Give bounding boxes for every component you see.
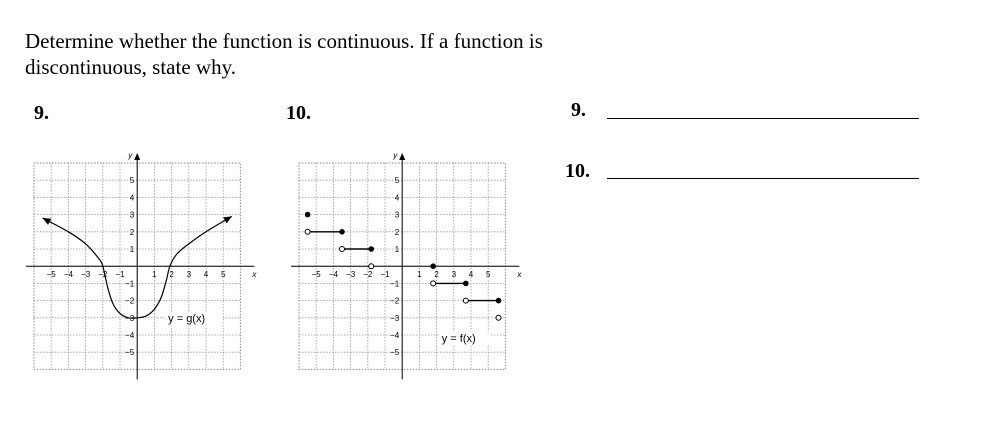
x-tick-label: −5: [46, 270, 56, 280]
f-closed-point: [305, 212, 311, 218]
y-tick-label: −1: [390, 279, 400, 289]
x-tick-label: 3: [451, 270, 457, 280]
problem-10-label: 10.: [286, 102, 311, 124]
x-tick-label: 3: [186, 270, 192, 280]
answer-10-blank[interactable]: [607, 178, 919, 179]
x-tick-label: −5: [311, 270, 321, 280]
y-tick-label: −3: [125, 313, 135, 323]
y-tick-label: 4: [394, 193, 400, 203]
x-tick-label: 5: [485, 270, 491, 280]
f-closed-point: [496, 298, 502, 304]
x-tick-label: 1: [417, 270, 422, 280]
x-tick-label: −2: [98, 270, 108, 280]
y-tick-label: −5: [390, 348, 400, 358]
x-tick-label: −1: [115, 270, 125, 280]
y-tick-label: 3: [129, 210, 135, 220]
y-tick-label: −4: [125, 331, 135, 340]
f-open-point: [369, 264, 374, 269]
answer-10-label: 10.: [565, 160, 590, 182]
y-tick-label: −5: [125, 348, 135, 358]
g-curve-arrow-right: [223, 216, 232, 223]
f-open-point: [431, 281, 436, 286]
y-tick-label: −3: [390, 313, 400, 323]
x-tick-label: −3: [81, 270, 91, 280]
x-tick-label: 4: [468, 270, 474, 280]
g-function-label: y = g(x): [168, 313, 206, 326]
x-tick-label: 5: [220, 270, 226, 280]
x-tick-label: 2: [169, 270, 174, 280]
problem-9-label: 9.: [34, 102, 49, 124]
y-tick-label: −2: [390, 296, 400, 306]
x-tick-label: −4: [63, 270, 73, 280]
x-tick-label: 2: [434, 270, 439, 280]
y-axis-label: y: [393, 151, 398, 160]
x-tick-label: 4: [203, 270, 209, 280]
f-closed-point: [430, 263, 436, 269]
y-tick-label: 5: [394, 176, 400, 186]
y-tick-label: 5: [129, 176, 135, 186]
y-tick-label: 1: [129, 245, 135, 254]
x-tick-label: −3: [346, 270, 356, 280]
y-axis-arrow: [134, 153, 140, 160]
answer-9-label: 9.: [571, 99, 586, 121]
x-axis-label: x: [517, 270, 522, 280]
x-axis-label: x: [252, 270, 257, 280]
f-closed-point: [463, 281, 469, 287]
y-tick-label: 3: [394, 210, 400, 220]
y-tick-label: 2: [129, 227, 135, 237]
graph-9: [20, 145, 275, 385]
x-tick-label: −2: [363, 270, 373, 280]
answer-9-blank[interactable]: [607, 118, 919, 119]
x-tick-label: −4: [328, 270, 338, 280]
y-tick-label: −1: [125, 279, 135, 289]
f-open-point: [305, 229, 310, 234]
f-open-point: [496, 315, 501, 320]
y-axis-label: y: [128, 151, 133, 160]
graph-10: [285, 145, 540, 385]
f-function-label: y = f(x): [441, 332, 476, 345]
instructions-text: Determine whether the function is continuous. If a function is discontinuous, state why.: [25, 29, 543, 79]
x-tick-label: −1: [380, 270, 390, 280]
y-tick-label: 4: [129, 193, 135, 203]
x-tick-label: 1: [152, 270, 157, 280]
f-closed-point: [339, 229, 345, 235]
y-tick-label: −2: [125, 296, 135, 306]
y-tick-label: 1: [394, 245, 400, 254]
y-axis-arrow: [399, 153, 405, 160]
f-closed-point: [368, 246, 374, 252]
f-open-point: [463, 298, 468, 303]
y-tick-label: −4: [390, 331, 400, 340]
y-tick-label: 2: [394, 227, 400, 237]
f-open-point: [340, 247, 345, 252]
